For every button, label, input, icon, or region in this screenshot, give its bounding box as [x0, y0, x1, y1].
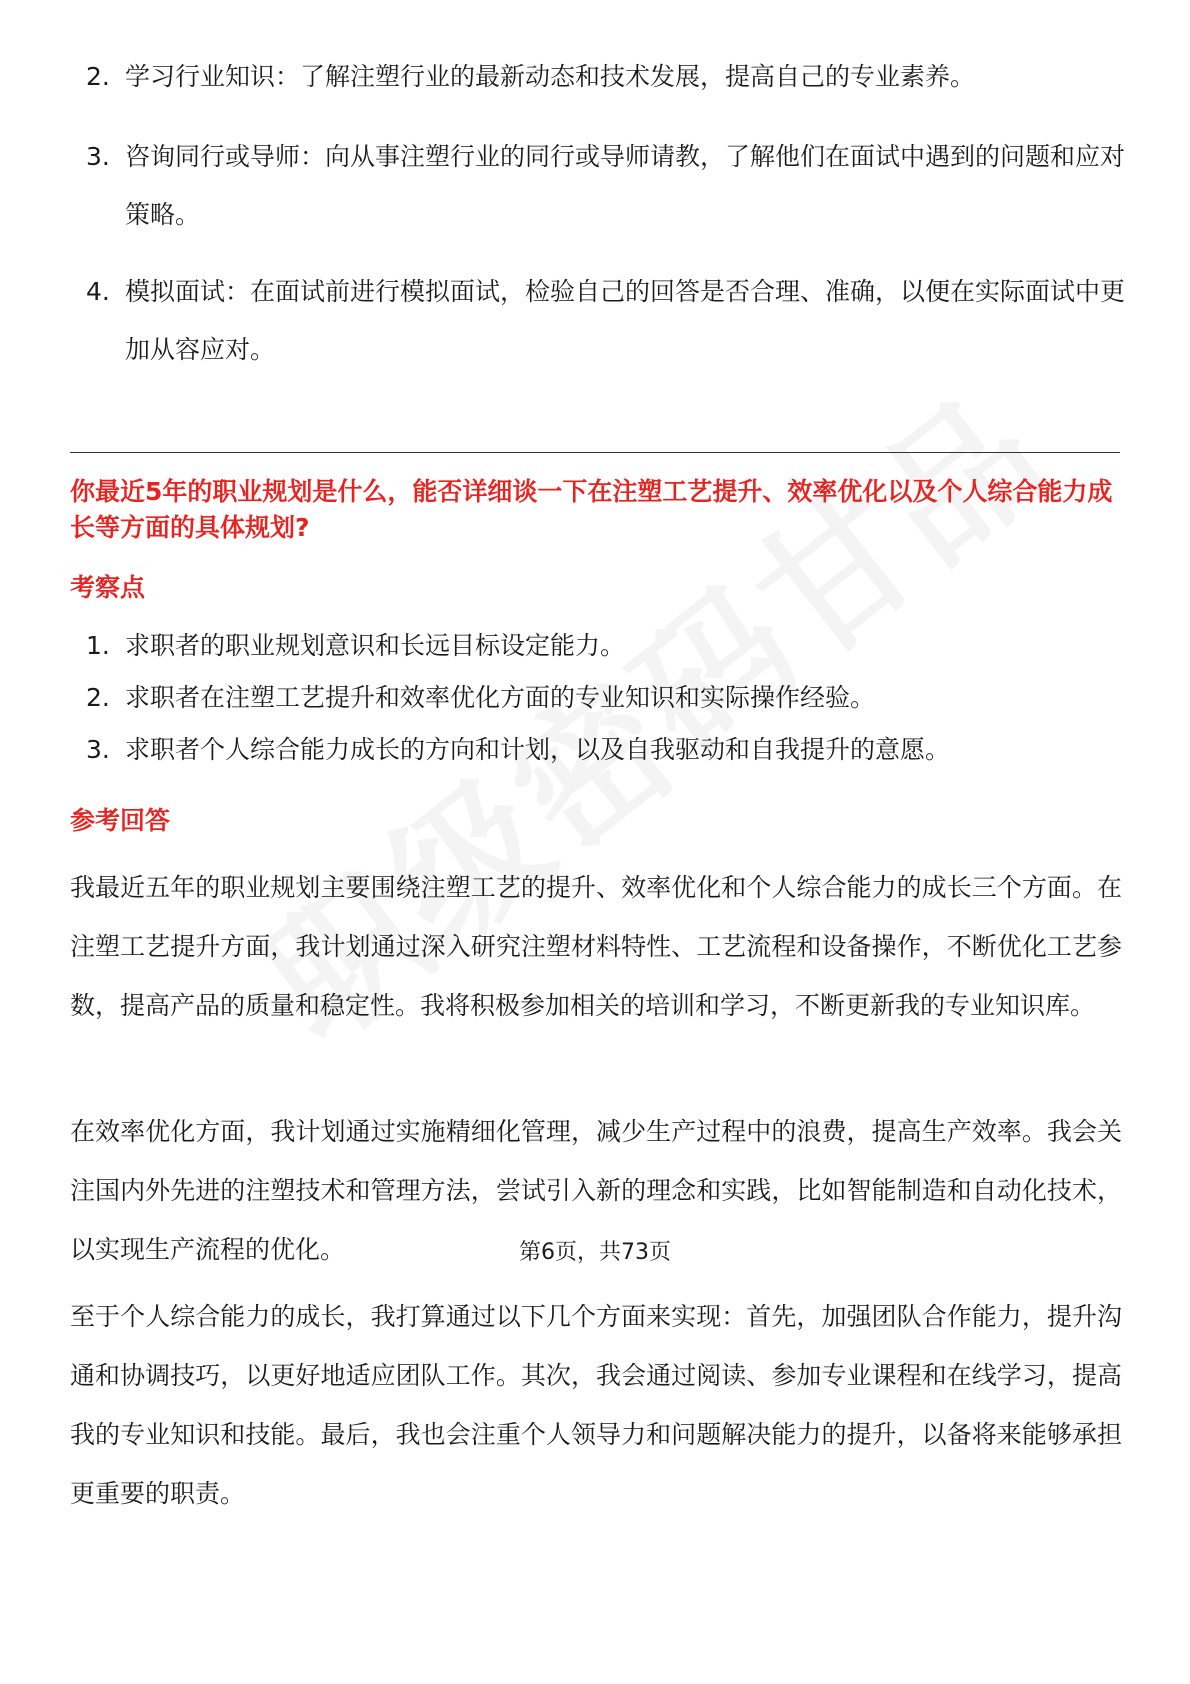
- focus-heading: 考察点: [70, 573, 146, 602]
- list-number: 1.: [86, 631, 110, 660]
- list-number: 2.: [86, 62, 110, 91]
- list-text: 求职者的职业规划意识和长远目标设定能力。: [125, 631, 626, 660]
- list-item: [86, 128, 1126, 244]
- list-text: 模拟面试：在面试前进行模拟面试，检验自己的回答是否合理、准确，以便在实际面试中更加从容应对。: [125, 277, 1126, 364]
- list-number: 2.: [86, 683, 110, 712]
- question-title: 你最近5年的职业规划是什么，能否详细谈一下在注塑工艺提升、效率优化以及个人综合能力成长等方面的具体规划?: [70, 477, 1113, 542]
- page-number: 第6页，共73页: [519, 1240, 671, 1265]
- list-text: 学习行业知识：了解注塑行业的最新动态和技术发展，提高自己的专业素养。: [125, 62, 976, 91]
- list-item: [86, 48, 1126, 106]
- focus-item: [86, 628, 1126, 664]
- list-text: 求职者在注塑工艺提升和效率优化方面的专业知识和实际操作经验。: [125, 683, 876, 712]
- list-text: 求职者个人综合能力成长的方向和计划，以及自我驱动和自我提升的意愿。: [125, 735, 951, 764]
- list-item: [86, 263, 1126, 379]
- focus-item: [86, 732, 1126, 768]
- list-number: 3.: [86, 142, 110, 171]
- answer-paragraph: 在效率优化方面，我计划通过实施精细化管理，减少生产过程中的浪费，提高生产效率。我会关注国内外先进的注塑技术和管理方法，尝试引入新的理念和实践，比如智能制造和自动化技术，以实现生产流程的优化。: [70, 1117, 1122, 1264]
- focus-item: [86, 680, 1126, 716]
- list-text: 咨询同行或导师：向从事注塑行业的同行或导师请教，了解他们在面试中遇到的问题和应对策略。: [125, 142, 1126, 229]
- answer-heading: 参考回答: [70, 806, 171, 835]
- list-number: 3.: [86, 735, 110, 764]
- section-divider: [70, 452, 1120, 453]
- list-number: 4.: [86, 277, 110, 306]
- answer-paragraph: 我最近五年的职业规划主要围绕注塑工艺的提升、效率优化和个人综合能力的成长三个方面。在注塑工艺提升方面，我计划通过深入研究注塑材料特性、工艺流程和设备操作，不断优化工艺参数，提高产品的质量和稳定性。我将积极参加相关的培训和学习，不断更新我的专业知识库。: [70, 873, 1122, 1020]
- answer-paragraph: 至于个人综合能力的成长，我打算通过以下几个方面来实现：首先，加强团队合作能力，提升沟通和协调技巧，以更好地适应团队工作。其次，我会通过阅读、参加专业课程和在线学习，提高我的专业知识和技能。最后，我也会注重个人领导力和问题解决能力的提升，以备将来能够承担更重要的职责。: [70, 1302, 1122, 1508]
